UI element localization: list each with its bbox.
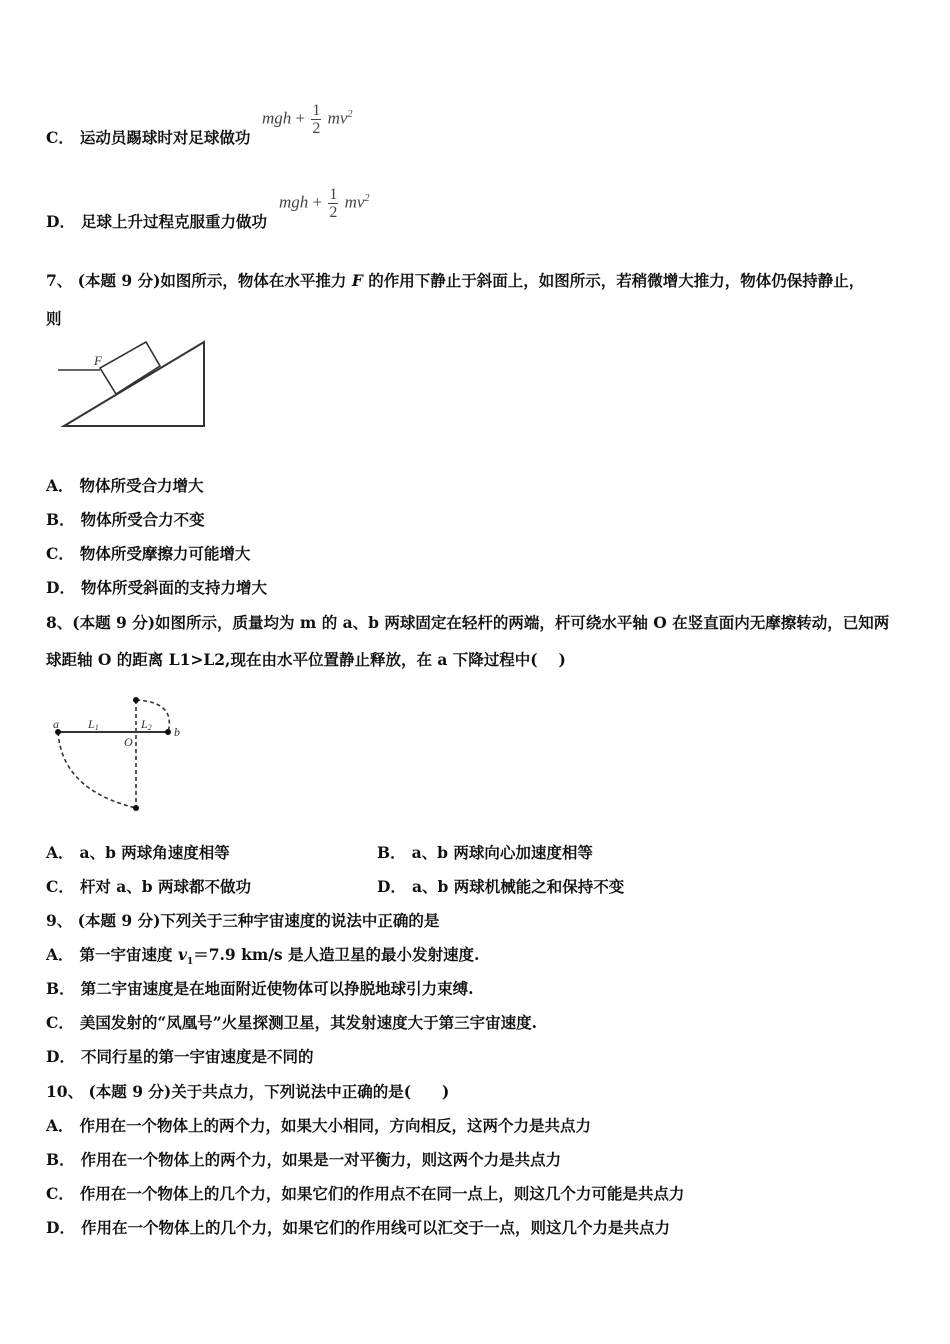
q10-stem: 10、 (本题 9 分)关于共点力，下列说法中正确的是( ): [46, 1082, 450, 1101]
q8-option-d[interactable]: D． a、b 两球机械能之和保持不变: [377, 877, 625, 896]
label-l2: L2: [141, 717, 152, 732]
q8-stem-line1: 8、(本题 9 分)如图所示，质量均为 m 的 a、b 两球固定在轻杆的两端，杆可绕水平轴 O 在竖直面内无摩擦转动，已知两: [46, 613, 890, 632]
option-label: C．: [46, 128, 74, 147]
label-l1: L1: [88, 717, 99, 732]
q8-option-a[interactable]: A． a、b 两球角速度相等: [46, 843, 230, 862]
q6-option-d[interactable]: [46, 212, 267, 232]
label-o: O: [124, 735, 133, 749]
option-label: D．: [46, 212, 75, 231]
ball-b: [165, 729, 171, 735]
q6-c-formula: mgh + $\frac{1}{2}$ $mv^2$: [262, 102, 353, 137]
q9-option-d[interactable]: D． 不同行星的第一宇宙速度是不同的: [46, 1047, 314, 1066]
q7-option-b[interactable]: B． 物体所受合力不变: [46, 510, 205, 529]
q10-option-b[interactable]: B． 作用在一个物体上的两个力，如果是一对平衡力，则这两个力是共点力: [46, 1150, 562, 1169]
q7-option-d[interactable]: D． 物体所受斜面的支持力增大: [46, 578, 267, 597]
option-text: 足球上升过程克服重力做功: [80, 212, 267, 231]
q9-option-c[interactable]: C． 美国发射的“凤凰号”火星探测卫星，其发射速度大于第三宇宙速度.: [46, 1013, 538, 1032]
fraction: $\frac{1}{2}$: [312, 102, 321, 137]
q10-option-c[interactable]: C． 作用在一个物体上的几个力，如果它们的作用点不在同一点上，则这几个力可能是共点力: [46, 1184, 685, 1203]
q10-option-d[interactable]: D． 作用在一个物体上的几个力，如果它们的作用线可以汇交于一点，则这几个力是共点力: [46, 1218, 670, 1237]
q7-option-c[interactable]: C． 物体所受摩擦力可能增大: [46, 544, 251, 563]
incline-figure: [56, 338, 208, 430]
fraction: $\frac{1}{2}$: [329, 186, 338, 221]
label-b: b: [174, 725, 180, 739]
q10-option-a[interactable]: A． 作用在一个物体上的两个力，如果大小相同，方向相反，这两个力是共点力: [46, 1116, 592, 1135]
q9-option-a[interactable]: A． 第一宇宙速度 $v_1=7.9$ km/s 是人造卫星的最小发射速度.: [46, 945, 480, 968]
ball-bottom: [133, 805, 139, 811]
q7-stem-cont: 则: [46, 309, 62, 328]
q8-option-c[interactable]: C． 杆对 a、b 两球都不做功: [46, 877, 252, 896]
q7-stem: 7、 (本题 9 分)如图所示，物体在水平推力 F 的作用下静止于斜面上，如图所示，若稍微增大推力，物体仍保持静止，: [46, 271, 865, 290]
option-text: 运动员踢球时对足球做功: [79, 128, 251, 147]
q9-option-b[interactable]: B． 第二宇宙速度是在地面附近使物体可以挣脱地球引力束缚.: [46, 979, 474, 998]
label-a: a: [53, 717, 59, 731]
rod-figure: [48, 692, 188, 816]
ball-top: [133, 697, 139, 703]
q6-d-formula: mgh + $\frac{1}{2}$ $mv^2$: [279, 186, 370, 221]
q6-option-c[interactable]: [46, 128, 250, 148]
q8-stem-line2: 球距轴 O 的距离 L1>L2,现在由水平位置静止释放，在 a 下降过程中( ): [46, 650, 566, 669]
incline-triangle: [64, 342, 204, 426]
q8-option-b[interactable]: B． a、b 两球向心加速度相等: [377, 843, 593, 862]
force-label: F: [94, 353, 102, 368]
q7-option-a[interactable]: A． 物体所受合力增大: [46, 476, 204, 495]
q9-stem: 9、 (本题 9 分)下列关于三种宇宙速度的说法中正确的是: [46, 911, 440, 930]
